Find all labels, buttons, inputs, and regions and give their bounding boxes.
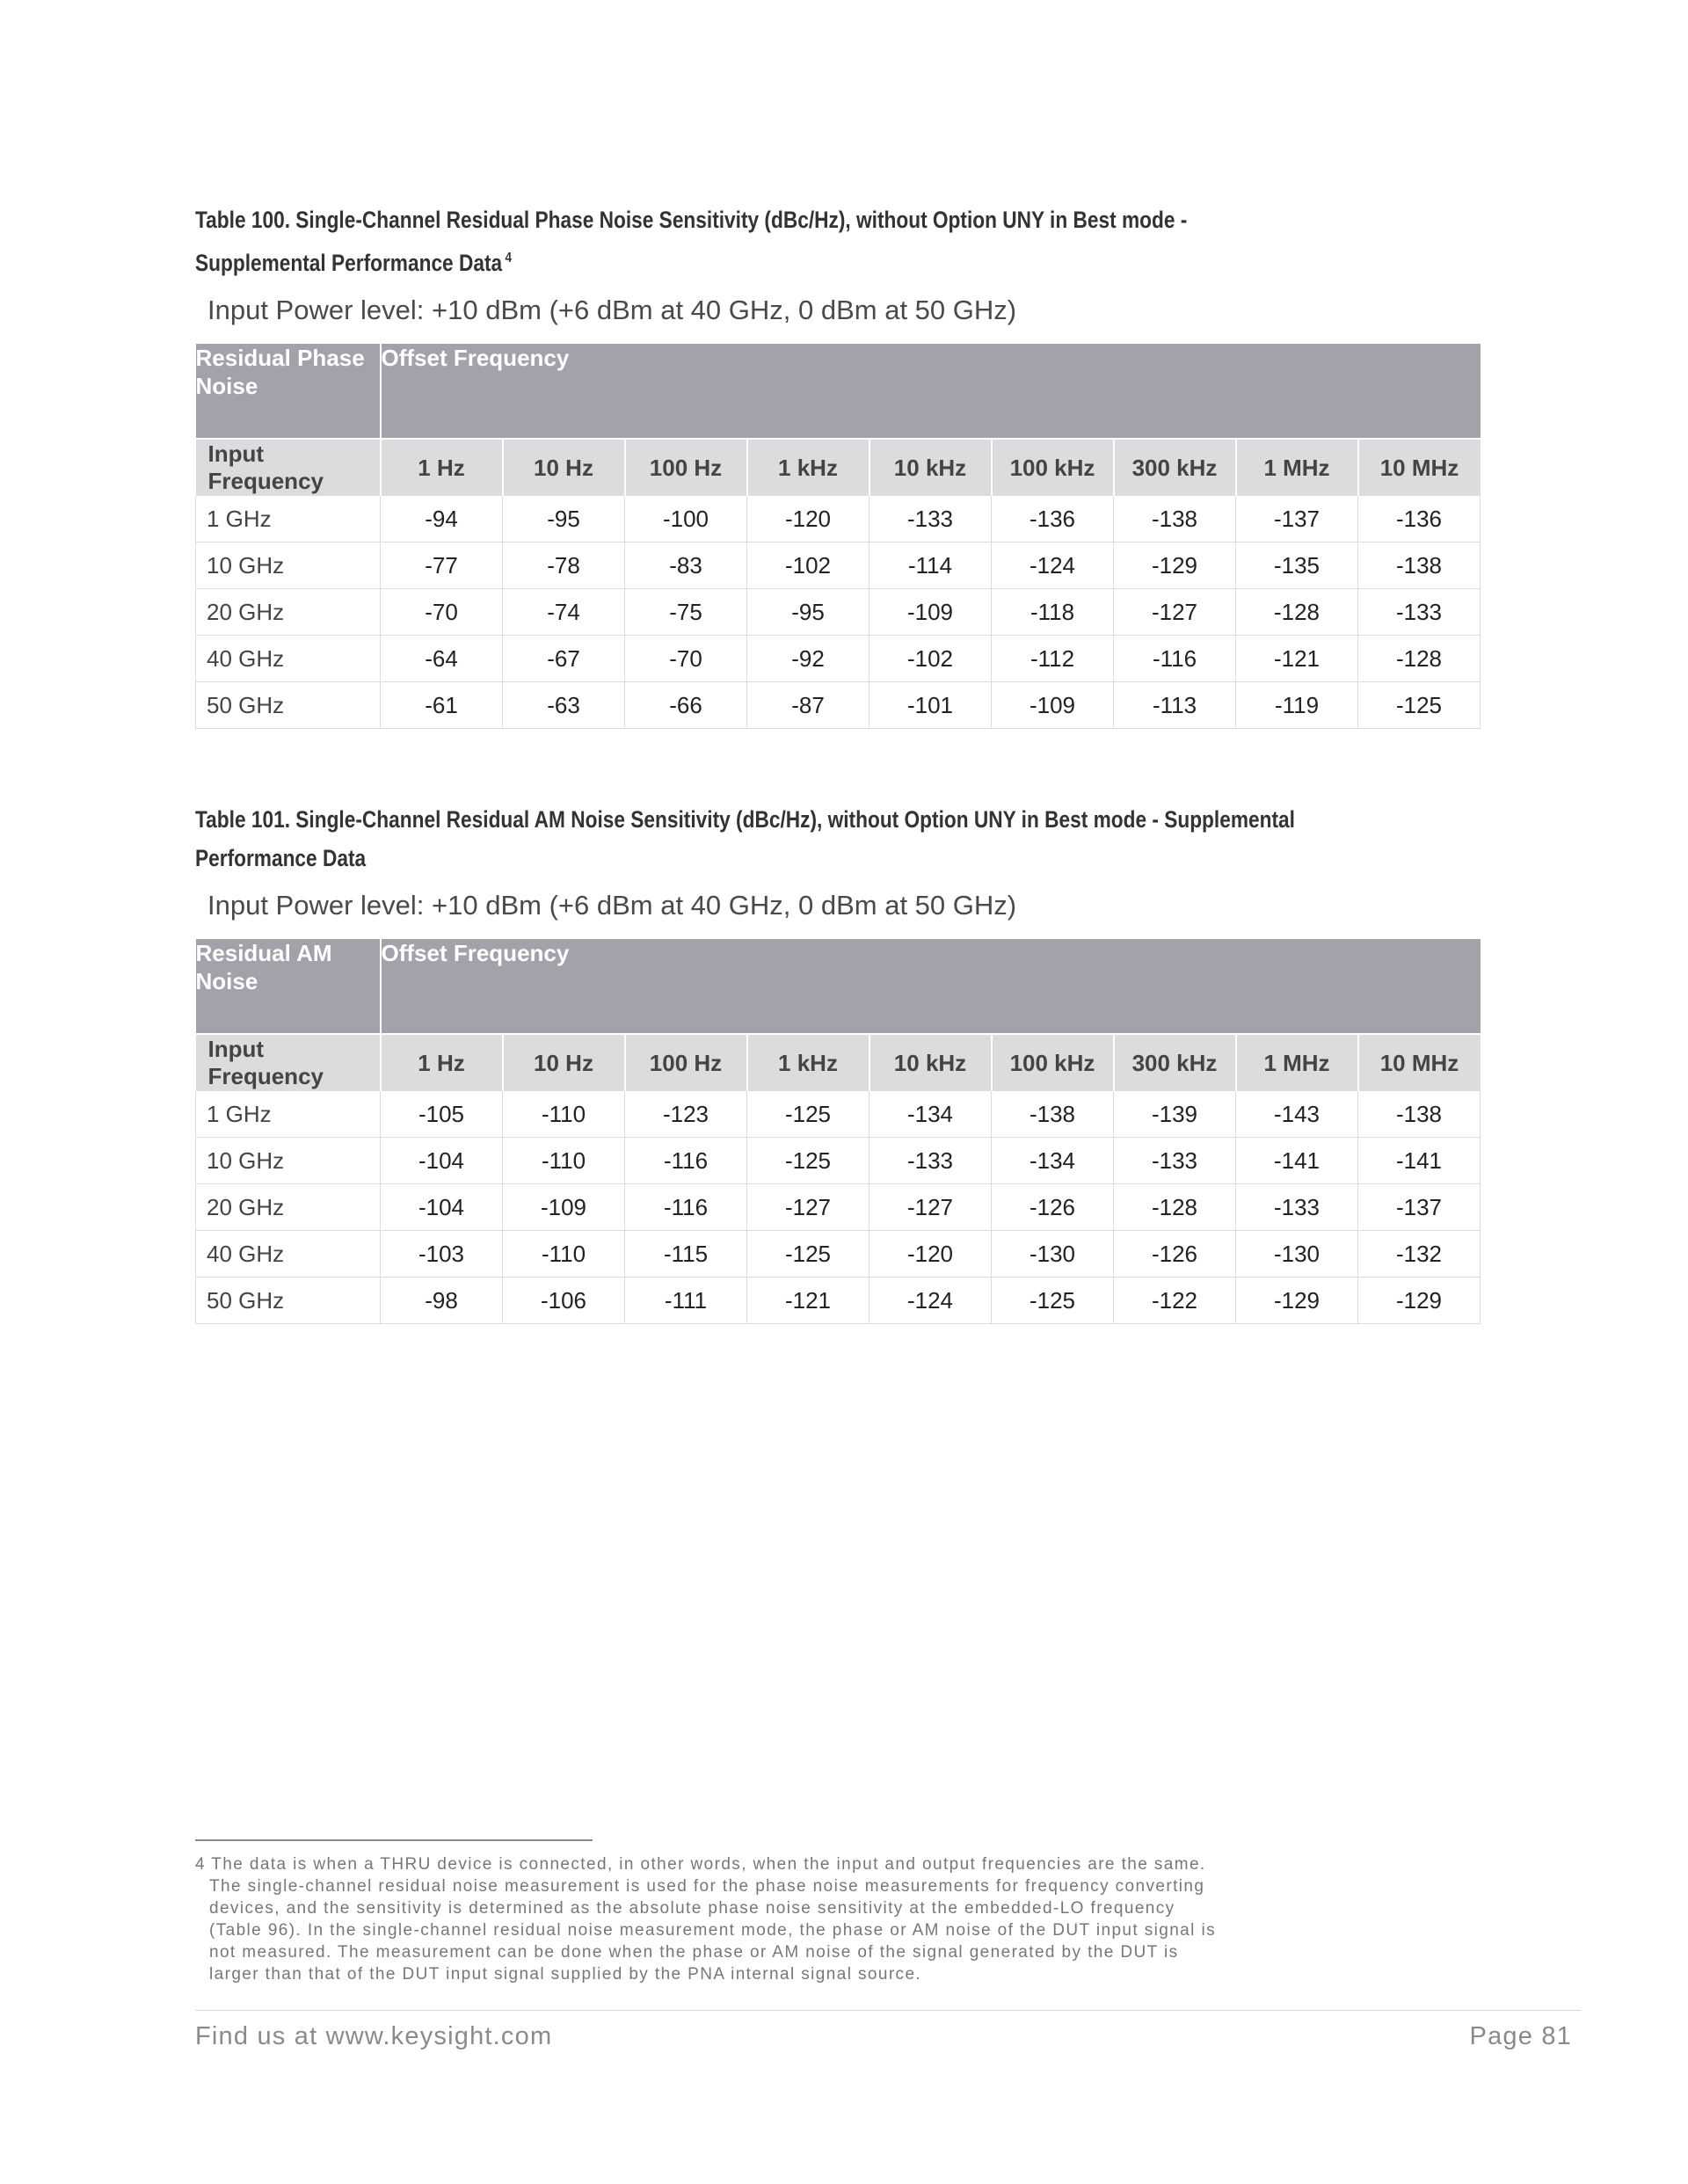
table-cell: -95 bbox=[503, 496, 625, 542]
table-cell: -116 bbox=[1114, 636, 1236, 682]
table-cell: -133 bbox=[1114, 1138, 1236, 1184]
table-cell: -125 bbox=[747, 1091, 869, 1138]
footnote-line: not measured. The measurement can be done when the phase or AM noise of the signal generated by the DUT is bbox=[209, 1943, 1179, 1962]
table-cell: -136 bbox=[1358, 496, 1481, 542]
table-cell: -118 bbox=[992, 589, 1114, 636]
table-cell: -104 bbox=[381, 1138, 503, 1184]
table-cell: -100 bbox=[625, 496, 747, 542]
table-cell: -124 bbox=[869, 1278, 992, 1324]
table-column-headers bbox=[196, 439, 1481, 496]
row-label: 20 GHz bbox=[196, 1184, 381, 1231]
table-cell: -115 bbox=[625, 1231, 747, 1278]
table-cell: -102 bbox=[747, 542, 869, 589]
row-label: 50 GHz bbox=[196, 682, 381, 729]
table-cell: -61 bbox=[381, 682, 503, 729]
table-header-group: Offset Frequency bbox=[381, 344, 1481, 439]
column-header: 10 kHz bbox=[869, 1034, 992, 1091]
footnote-line: devices, and the sensitivity is determined as the absolute phase noise sensitivity at the embedded-LO frequency bbox=[209, 1899, 1175, 1918]
table-cell: -127 bbox=[1114, 589, 1236, 636]
table-cell: -133 bbox=[869, 496, 992, 542]
footnote-line: The single-channel residual noise measurement is used for the phase noise measurements for frequency converting bbox=[209, 1877, 1205, 1896]
row-label: 10 GHz bbox=[196, 1138, 381, 1184]
table-cell: -95 bbox=[747, 589, 869, 636]
table-cell: -102 bbox=[869, 636, 992, 682]
footnote-line: (Table 96). In the single-channel residual noise measurement mode, the phase or AM noise of the DUT input signal is bbox=[209, 1921, 1216, 1940]
table-cell: -127 bbox=[869, 1184, 992, 1231]
table-cell: -124 bbox=[992, 542, 1114, 589]
column-header: 100 kHz bbox=[992, 439, 1114, 496]
table-cell: -136 bbox=[992, 496, 1114, 542]
column-header: 1 MHz bbox=[1236, 439, 1358, 496]
table-cell: -78 bbox=[503, 542, 625, 589]
table-cell: -130 bbox=[992, 1231, 1114, 1278]
table-cell: -120 bbox=[869, 1231, 992, 1278]
column-header: 1 Hz bbox=[381, 1034, 503, 1091]
table-cell: -134 bbox=[869, 1091, 992, 1138]
table-cell: -123 bbox=[625, 1091, 747, 1138]
table-cell: -128 bbox=[1114, 1184, 1236, 1231]
table-cell: -92 bbox=[747, 636, 869, 682]
table-cell: -103 bbox=[381, 1231, 503, 1278]
table-cell: -74 bbox=[503, 589, 625, 636]
table-row bbox=[196, 496, 1481, 542]
table-cell: -110 bbox=[503, 1138, 625, 1184]
table-cell: -116 bbox=[625, 1138, 747, 1184]
column-header: 10 Hz bbox=[503, 1034, 625, 1091]
table-cell: -110 bbox=[503, 1091, 625, 1138]
footnote-marker[interactable]: 4 bbox=[505, 251, 512, 266]
column-header: 10 kHz bbox=[869, 439, 992, 496]
table-row bbox=[196, 636, 1481, 682]
table-cell: -138 bbox=[1358, 1091, 1481, 1138]
table-101-caption-line1: Table 101. Single-Channel Residual AM Noise Sensitivity (dBc/Hz), without Option UNY in Best mode - Supplemental bbox=[195, 806, 1295, 833]
table-100 bbox=[195, 344, 1481, 729]
table-cell: -130 bbox=[1236, 1231, 1358, 1278]
table-cell: -121 bbox=[1236, 636, 1358, 682]
table-cell: -137 bbox=[1358, 1184, 1481, 1231]
table-header-group: Offset Frequency bbox=[381, 939, 1481, 1034]
table-column-headers bbox=[196, 1034, 1481, 1091]
table-cell: -87 bbox=[747, 682, 869, 729]
column-header: 1 kHz bbox=[747, 439, 869, 496]
table-row bbox=[196, 1278, 1481, 1324]
column-header: 10 MHz bbox=[1358, 439, 1481, 496]
column-header: 300 kHz bbox=[1114, 1034, 1236, 1091]
table-row bbox=[196, 589, 1481, 636]
table-cell: -134 bbox=[992, 1138, 1114, 1184]
column-header: 100 Hz bbox=[625, 439, 747, 496]
table-cell: -135 bbox=[1236, 542, 1358, 589]
table-row bbox=[196, 542, 1481, 589]
table-100-caption-line2: Supplemental Performance Data bbox=[195, 250, 503, 276]
table-cell: -133 bbox=[869, 1138, 992, 1184]
table-cell: -83 bbox=[625, 542, 747, 589]
column-header: 1 MHz bbox=[1236, 1034, 1358, 1091]
table-cell: -77 bbox=[381, 542, 503, 589]
table-row bbox=[196, 1138, 1481, 1184]
table-cell: -111 bbox=[625, 1278, 747, 1324]
table-cell: -128 bbox=[1358, 636, 1481, 682]
table-cell: -105 bbox=[381, 1091, 503, 1138]
table-cell: -70 bbox=[381, 589, 503, 636]
footnote-line: 4 The data is when a THRU device is connected, in other words, when the input and output frequencies are the same. bbox=[195, 1855, 1206, 1874]
row-label: 40 GHz bbox=[196, 636, 381, 682]
column-header: 100 Hz bbox=[625, 1034, 747, 1091]
row-label: 1 GHz bbox=[196, 496, 381, 542]
table-cell: -67 bbox=[503, 636, 625, 682]
table-cell: -94 bbox=[381, 496, 503, 542]
column-header: 100 kHz bbox=[992, 1034, 1114, 1091]
column-header: 1 kHz bbox=[747, 1034, 869, 1091]
table-cell: -133 bbox=[1358, 589, 1481, 636]
table-header-title: Residual AM Noise bbox=[196, 939, 381, 1034]
table-cell: -126 bbox=[992, 1184, 1114, 1231]
table-cell: -110 bbox=[503, 1231, 625, 1278]
row-label: 50 GHz bbox=[196, 1278, 381, 1324]
row-label: 20 GHz bbox=[196, 589, 381, 636]
table-cell: -125 bbox=[747, 1138, 869, 1184]
table-cell: -109 bbox=[992, 682, 1114, 729]
table-cell: -75 bbox=[625, 589, 747, 636]
table-cell: -113 bbox=[1114, 682, 1236, 729]
table-101-caption bbox=[195, 800, 1407, 877]
row-label: 40 GHz bbox=[196, 1231, 381, 1278]
table-row bbox=[196, 1231, 1481, 1278]
table-cell: -125 bbox=[1358, 682, 1481, 729]
table-101-subcaption: Input Power level: +10 dBm (+6 dBm at 40 GHz, 0 dBm at 50 GHz) bbox=[207, 890, 1017, 921]
table-cell: -129 bbox=[1358, 1278, 1481, 1324]
table-cell: -114 bbox=[869, 542, 992, 589]
table-body bbox=[196, 1091, 1481, 1324]
table-cell: -109 bbox=[503, 1184, 625, 1231]
footer-divider bbox=[195, 2010, 1581, 2011]
column-header: 10 Hz bbox=[503, 439, 625, 496]
table-cell: -143 bbox=[1236, 1091, 1358, 1138]
table-cell: -98 bbox=[381, 1278, 503, 1324]
page-number: Page 81 bbox=[1469, 2022, 1572, 2050]
table-101-section bbox=[195, 800, 1479, 1324]
table-cell: -133 bbox=[1236, 1184, 1358, 1231]
table-101 bbox=[195, 939, 1481, 1324]
table-cell: -139 bbox=[1114, 1091, 1236, 1138]
footnote-divider bbox=[195, 1839, 593, 1841]
table-cell: -125 bbox=[747, 1231, 869, 1278]
table-row bbox=[196, 1091, 1481, 1138]
table-cell: -141 bbox=[1236, 1138, 1358, 1184]
table-101-caption-line2: Performance Data bbox=[195, 845, 367, 871]
table-cell: -66 bbox=[625, 682, 747, 729]
column-header: 10 MHz bbox=[1358, 1034, 1481, 1091]
table-cell: -106 bbox=[503, 1278, 625, 1324]
table-cell: -112 bbox=[992, 636, 1114, 682]
table-cell: -120 bbox=[747, 496, 869, 542]
table-row bbox=[196, 682, 1481, 729]
table-cell: -64 bbox=[381, 636, 503, 682]
table-cell: -129 bbox=[1114, 542, 1236, 589]
table-cell: -138 bbox=[1114, 496, 1236, 542]
table-cell: -141 bbox=[1358, 1138, 1481, 1184]
table-cell: -63 bbox=[503, 682, 625, 729]
footer-website-link[interactable]: Find us at www.keysight.com bbox=[195, 2022, 553, 2050]
column-header: 1 Hz bbox=[381, 439, 503, 496]
table-cell: -137 bbox=[1236, 496, 1358, 542]
row-label: 1 GHz bbox=[196, 1091, 381, 1138]
table-cell: -127 bbox=[747, 1184, 869, 1231]
table-cell: -129 bbox=[1236, 1278, 1358, 1324]
table-cell: -121 bbox=[747, 1278, 869, 1324]
table-cell: -132 bbox=[1358, 1231, 1481, 1278]
table-cell: -101 bbox=[869, 682, 992, 729]
table-cell: -109 bbox=[869, 589, 992, 636]
table-header-title: Residual Phase Noise bbox=[196, 344, 381, 439]
table-cell: -122 bbox=[1114, 1278, 1236, 1324]
table-100-section bbox=[195, 200, 1479, 729]
row-header-label: Input Frequency bbox=[196, 439, 381, 496]
table-cell: -116 bbox=[625, 1184, 747, 1231]
table-body bbox=[196, 496, 1481, 729]
column-header: 300 kHz bbox=[1114, 439, 1236, 496]
table-cell: -125 bbox=[992, 1278, 1114, 1324]
table-row bbox=[196, 1184, 1481, 1231]
table-cell: -138 bbox=[1358, 542, 1481, 589]
table-cell: -119 bbox=[1236, 682, 1358, 729]
table-100-caption-line1: Table 100. Single-Channel Residual Phase Noise Sensitivity (dBc/Hz), without Option UNY in Best mode - bbox=[195, 207, 1188, 233]
table-cell: -70 bbox=[625, 636, 747, 682]
table-100-caption bbox=[195, 200, 1407, 282]
table-cell: -104 bbox=[381, 1184, 503, 1231]
table-cell: -138 bbox=[992, 1091, 1114, 1138]
footnote-line: larger than that of the DUT input signal supplied by the PNA internal signal source. bbox=[209, 1965, 922, 1984]
table-cell: -128 bbox=[1236, 589, 1358, 636]
table-100-subcaption: Input Power level: +10 dBm (+6 dBm at 40 GHz, 0 dBm at 50 GHz) bbox=[207, 295, 1017, 325]
table-cell: -126 bbox=[1114, 1231, 1236, 1278]
footnote bbox=[195, 1853, 1426, 1985]
row-label: 10 GHz bbox=[196, 542, 381, 589]
row-header-label: Input Frequency bbox=[196, 1034, 381, 1091]
